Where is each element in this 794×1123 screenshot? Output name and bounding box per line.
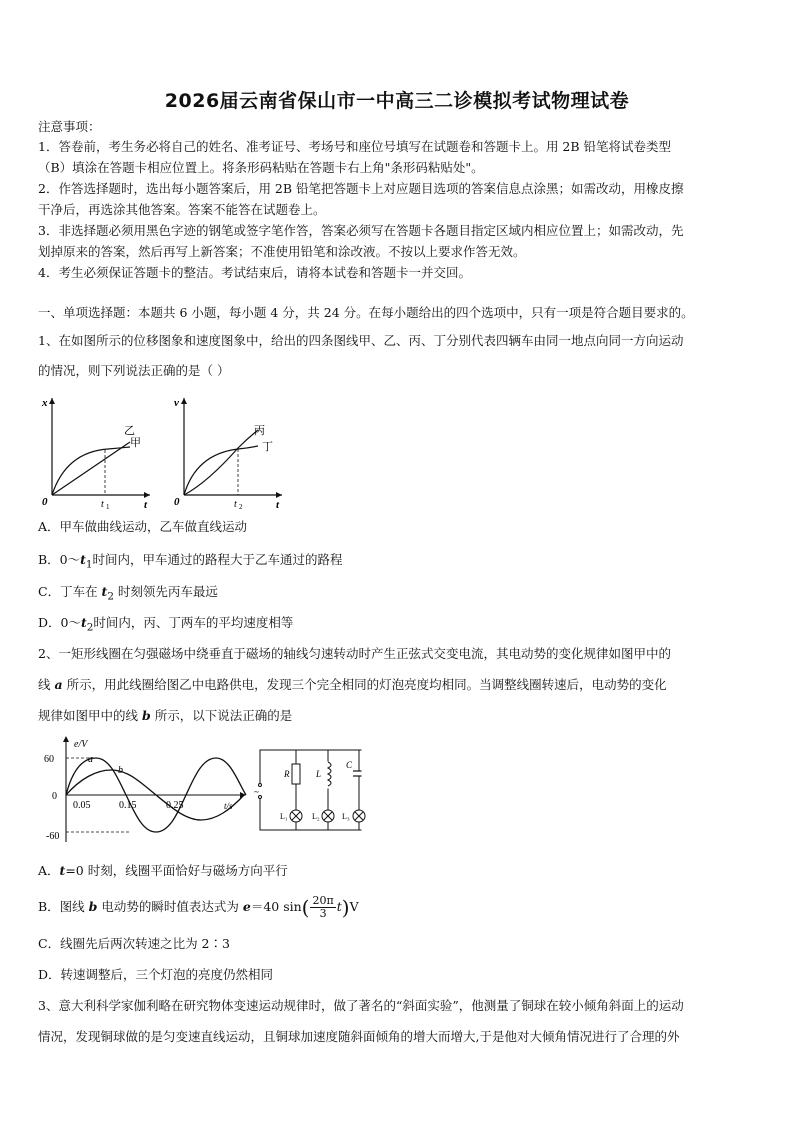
section-heading: 一、单项选择题：本题共 6 小题，每小题 4 分，共 24 分。在每小题给出的四个选项中，只有一项是符合题目要求的。 xyxy=(38,305,694,320)
inductor-label: L xyxy=(316,769,322,779)
subscript: 2 xyxy=(107,590,114,603)
tick-t2: t xyxy=(234,499,237,510)
option-text: A． xyxy=(38,863,60,878)
var-a: a xyxy=(54,677,63,692)
var-t: t xyxy=(80,615,87,630)
subscript: 1 xyxy=(85,558,93,571)
notice-line: 划掉原来的答案，然后再写上新答案；不准使用铅笔和涂改液。不按以上要求作答无效。 xyxy=(38,244,526,259)
curve-label-bing: 丙 xyxy=(254,425,265,437)
stem-text: 线 xyxy=(38,677,55,692)
fraction xyxy=(310,895,335,920)
option-text: =0 时刻，线圈平面恰好与磁场方向平行 xyxy=(65,863,288,878)
notice-line: 3．非选择题必须用黑色字迹的钢笔或签字笔作答，答案必须写在答题卡各题目指定区域内相应位置上；如需改动，先 xyxy=(38,223,684,238)
y-axis-label: e/V xyxy=(74,739,88,750)
curve-a-label: a xyxy=(88,754,93,765)
q1-option-a: A．甲车做曲线运动，乙车做直线运动 xyxy=(38,519,248,534)
var-b: b xyxy=(141,708,151,723)
var-t: t xyxy=(101,584,108,599)
var-e: e xyxy=(242,899,251,914)
tick-t1-sub: 1 xyxy=(106,503,110,511)
curve-label-ding: 丁 xyxy=(262,441,273,453)
y-tick-60: 60 xyxy=(44,754,54,765)
tick-t1: t xyxy=(101,499,104,510)
option-text: 电动势的瞬时值表达式为 xyxy=(97,899,243,914)
y-axis-label: v xyxy=(174,397,179,409)
question-1-stem: 的情况，则下列说法正确的是（ ） xyxy=(38,363,230,378)
q1-option-d xyxy=(38,613,758,638)
var-b: b xyxy=(88,899,98,914)
stem-text: 所示，以下说法正确的是 xyxy=(150,708,293,723)
x-tick-015: 0.15 xyxy=(119,800,137,811)
x-axis-label: t xyxy=(276,499,280,511)
ac-source-symbol: ~ xyxy=(254,787,259,797)
tick-t2-sub: 2 xyxy=(239,503,243,511)
emf-time-graph xyxy=(40,734,250,846)
lamp-label: L₁ xyxy=(280,812,288,821)
option-text: 时间内，甲车通过的路程大于乙车通过的路程 xyxy=(92,552,343,567)
origin-label: 0 xyxy=(52,791,57,802)
curve-b-label: b xyxy=(118,765,123,776)
q2-option-a xyxy=(38,861,758,881)
velocity-time-graph xyxy=(168,392,288,512)
option-text: B．图线 xyxy=(38,899,89,914)
fraction-numerator: 20π xyxy=(312,894,334,907)
option-text: V xyxy=(349,899,359,914)
option-text: 时间内，丙、丁两车的平均速度相等 xyxy=(93,615,294,630)
notice-line: （B）填涂在答题卡相应位置上。将条形码粘贴在答题卡右上角"条形码粘贴处"。 xyxy=(38,160,484,175)
x-axis-label: t xyxy=(144,499,148,511)
var-t: t xyxy=(336,899,342,914)
option-text: ＝40 sin xyxy=(250,899,302,914)
capacitor-label: C xyxy=(346,760,353,770)
x-tick-005: 0.05 xyxy=(73,800,91,811)
resistor-label: R xyxy=(284,769,290,779)
q1-option-c xyxy=(38,582,758,607)
question-3-stem: 情况，发现铜球做的是匀变速直线运动，且铜球加速度随斜面倾角的增大而增大,于是他对大倾角情况进行了合理的外 xyxy=(38,1029,680,1044)
position-time-graph xyxy=(36,392,156,512)
q2-option-d: D．转速调整后，三个灯泡的亮度仍然相同 xyxy=(38,967,274,982)
circuit-diagram xyxy=(254,746,374,834)
option-text: C．丁车在 xyxy=(38,584,102,599)
origin-label: 0 xyxy=(42,496,48,508)
page-title: 2026届云南省保山市一中高三二诊模拟考试物理试卷 xyxy=(164,90,630,112)
option-text: 时刻领先丙车最远 xyxy=(113,584,218,599)
q2-option-b: B．图线 b 电动势的瞬时值表达式为 e＝40 sin( $\frac{20\pi}{3}$ t)V xyxy=(38,894,359,920)
question-2-stem xyxy=(38,706,758,726)
question-2-stem: 2、一矩形线圈在匀强磁场中绕垂直于磁场的轴线匀速转动时产生正弦式交变电流，其电动势的变化规律如图甲中的 xyxy=(38,646,671,661)
stem-text: 所示，用此线圈给图乙中电路供电，发现三个完全相同的灯泡亮度均相同。当调整线圈转速后，电动势的变化 xyxy=(62,677,667,692)
curve-label-jia: 甲 xyxy=(130,437,141,449)
y-tick-neg60: -60 xyxy=(46,831,60,842)
var-t: t xyxy=(59,863,66,878)
lamp-label: L₃ xyxy=(342,812,350,821)
q1-option-b xyxy=(38,550,758,575)
x-axis-label: t/s xyxy=(224,801,233,811)
origin-label: 0 xyxy=(174,496,180,508)
question-2-stem xyxy=(38,675,758,695)
q2-option-c: C．线圈先后两次转速之比为 2∶3 xyxy=(38,936,230,951)
subscript: 2 xyxy=(86,621,94,634)
var-t: t xyxy=(80,552,86,567)
x-tick-025: 0.25 xyxy=(166,800,184,811)
notice-heading: 注意事项： xyxy=(38,119,101,134)
option-text: B．0～ xyxy=(38,552,81,567)
option-text: D．0～ xyxy=(38,615,81,630)
notice-line: 2．作答选择题时，选出每小题答案后，用 2B 铅笔把答题卡上对应题目选项的答案信息点涂黑；如需改动，用橡皮擦 xyxy=(38,181,684,196)
y-axis-label: x xyxy=(42,397,48,409)
notice-line: 1．答卷前，考生务必将自己的姓名、准考证号、考场号和座位号填写在试题卷和答题卡上。用 2B 铅笔将试卷类型 xyxy=(38,139,672,154)
question-3-stem: 3、意大利科学家伽利略在研究物体变速运动规律时，做了著名的“斜面实验”，他测量了铜球在较小倾角斜面上的运动 xyxy=(38,998,684,1013)
question-1-stem: 1、在如图所示的位移图象和速度图象中，给出的四条图线甲、乙、丙、丁分别代表四辆车由同一地点向同一方向运动 xyxy=(38,333,684,348)
notice-line: 4．考生必须保证答题卡的整洁。考试结束后，请将本试卷和答题卡一并交回。 xyxy=(38,265,471,280)
lamp-label: L₂ xyxy=(312,812,320,821)
notice-line: 干净后，再选涂其他答案。答案不能答在试题卷上。 xyxy=(38,202,326,217)
stem-text: 规律如图甲中的线 xyxy=(38,708,142,723)
fraction-denominator: 3 xyxy=(319,907,327,920)
curve-label-yi: 乙 xyxy=(124,425,135,437)
